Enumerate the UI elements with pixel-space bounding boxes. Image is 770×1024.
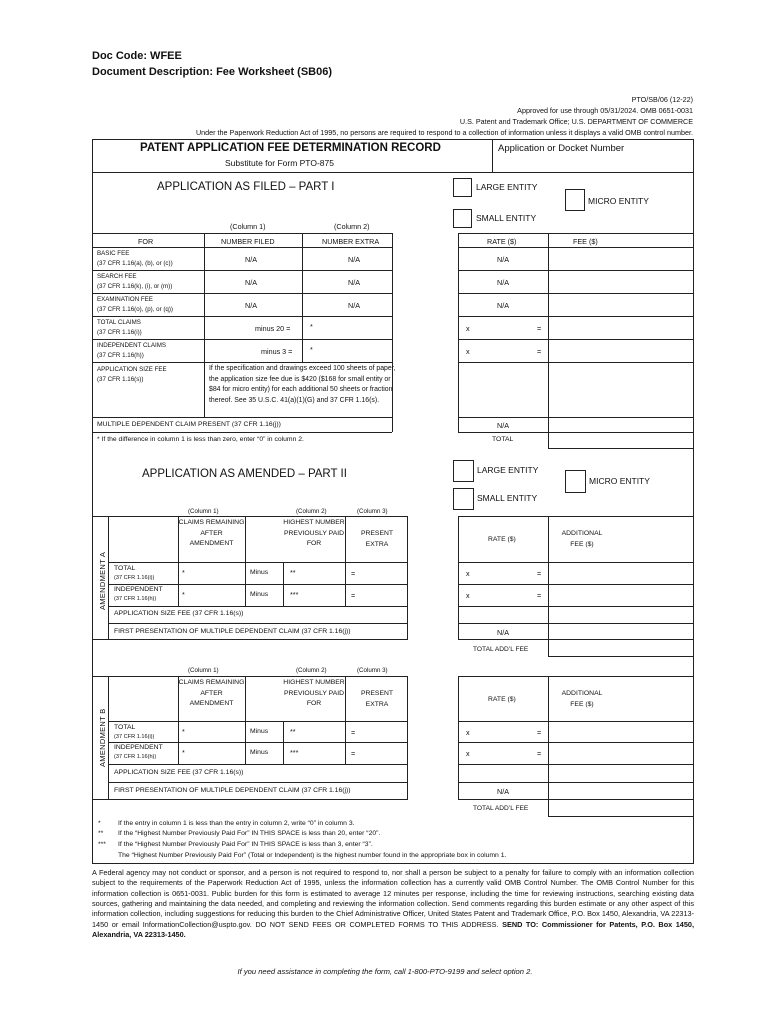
amendA-total-label: TOTAL	[114, 565, 136, 572]
search-fee-cfr: (37 CFR 1.16(k), (i), or (m))	[97, 283, 173, 290]
size-fee-text: If the specification and drawings exceed 100 sheets of paper, the application size fee due is $420 ($168 for small entity or $84 for micro entity) for each additional 50 sheets or fraction thereof. See 35 U.S.C. 41(a)(1)(G) and 37 CFR 1.16(s).	[209, 365, 396, 405]
amendB-total-x: x	[466, 728, 470, 737]
amendA-total-star: *	[182, 568, 185, 577]
amendB-col1: (Column 1)	[188, 667, 219, 674]
exam-fee-cfr: (37 CFR 1.16(o), (p), or (q))	[97, 306, 173, 313]
note3: If the “Highest Number Previously Paid For” IN THIS SPACE is less than 3, enter “3”.	[118, 841, 373, 848]
amendB-indep-cfr: (37 CFR 1.16(h))	[114, 754, 157, 760]
search-fee-amount[interactable]	[550, 272, 692, 292]
amendA-h-remaining: CLAIMS REMAINING AFTER AMENDMENT	[178, 519, 245, 548]
indep-claims-x: x	[466, 347, 470, 356]
agency-line: U.S. Patent and Trademark Office; U.S. DEPARTMENT OF COMMERCE	[459, 117, 693, 126]
note4: The “Highest Number Previously Paid For” (Total or Independent) is the highest number found in the appropriate box in column 1.	[118, 852, 507, 859]
note3-mark: ***	[98, 841, 106, 848]
p1-header-filed: NUMBER FILED	[221, 237, 275, 246]
amendA-total-rate-eq: =	[537, 569, 542, 578]
large-entity-checkbox[interactable]	[453, 178, 472, 197]
note1-mark: *	[98, 820, 101, 827]
amendA-indep-eq: =	[351, 591, 356, 600]
amendA-indep-label: INDEPENDENT	[114, 586, 163, 593]
amendment-a-label: AMENDMENT A	[98, 551, 107, 610]
amendB-h-present: PRESENT EXTRA	[360, 690, 394, 708]
amendB-total-eq: =	[351, 728, 356, 737]
indep-claims-cfr: (37 CFR 1.16(h))	[97, 352, 144, 359]
total-claims-cfr: (37 CFR 1.16(i))	[97, 329, 142, 336]
form-title: PATENT APPLICATION FEE DETERMINATION RECORD	[140, 142, 441, 154]
amendB-total-cfr: (37 CFR 1.16(i))	[114, 734, 155, 740]
note2: If the “Highest Number Previously Paid For” IN THIS SPACE is less than 20, enter “20”.	[118, 830, 381, 837]
multi-dep-rate: N/A	[497, 421, 509, 430]
indep-claims-eq: =	[537, 347, 542, 356]
size-fee-cfr: (37 CFR 1.16(s))	[97, 376, 144, 383]
amendA-h-present: PRESENT EXTRA	[360, 530, 394, 548]
p2-micro-entity-label: MICRO ENTITY	[589, 476, 650, 486]
amendB-indep-label: INDEPENDENT	[114, 744, 163, 751]
amendA-total-addl: TOTAL ADD’L FEE	[473, 646, 529, 653]
amendA-indep-x: x	[466, 591, 470, 600]
amendB-h-addl: ADDITIONAL FEE ($)	[561, 690, 603, 708]
part1-total-label: TOTAL	[492, 436, 514, 443]
part1-total-amount[interactable]	[550, 434, 692, 447]
search-fee-extra: N/A	[348, 278, 360, 287]
amendB-h-remaining: CLAIMS REMAINING AFTER AMENDMENT	[178, 679, 245, 708]
part1-note: * If the difference in column 1 is less than zero, enter “0” in column 2.	[97, 436, 304, 443]
amendA-h-addl: ADDITIONAL FEE ($)	[561, 530, 603, 548]
amendA-total-minus: Minus	[250, 569, 269, 576]
amendA-size-fee: APPLICATION SIZE FEE (37 CFR 1.16(s))	[114, 610, 244, 617]
doc-code: Doc Code: WFEE	[92, 50, 182, 62]
amendA-first-pres: FIRST PRESENTATION OF MULTIPLE DEPENDENT CLAIM (37 CFR 1.16(j))	[114, 628, 351, 635]
p1-header-rate: RATE ($)	[487, 237, 517, 246]
amendA-indep-rate-eq: =	[537, 591, 542, 600]
micro-entity-label: MICRO ENTITY	[588, 196, 649, 206]
amendB-first-pres: FIRST PRESENTATION OF MULTIPLE DEPENDENT CLAIM (37 CFR 1.16(j))	[114, 787, 351, 794]
amendB-first-pres-rate: N/A	[497, 787, 509, 796]
basic-fee-filed: N/A	[245, 255, 257, 264]
amendA-total-cfr: (37 CFR 1.16(i))	[114, 575, 155, 581]
total-claims-star: *	[310, 322, 313, 331]
p2-large-entity-checkbox[interactable]	[453, 460, 474, 482]
amendB-total-addl: TOTAL ADD’L FEE	[473, 805, 529, 812]
amendB-h-rate: RATE ($)	[488, 696, 516, 703]
p2-small-entity-checkbox[interactable]	[453, 488, 474, 510]
exam-fee-extra: N/A	[348, 301, 360, 310]
p1-col2-label: (Column 2)	[334, 222, 370, 231]
amendB-indep-star: *	[182, 748, 185, 757]
note2-mark: **	[98, 830, 104, 837]
amendA-total-dstar: **	[290, 568, 296, 577]
exam-fee-amount[interactable]	[550, 295, 692, 315]
basic-fee-extra: N/A	[348, 255, 360, 264]
amendA-h-highest: HIGHEST NUMBER PREVIOUSLY PAID FOR	[283, 519, 345, 548]
p1-header-for: FOR	[138, 237, 154, 246]
exam-fee-label: EXAMINATION FEE	[97, 296, 153, 303]
p1-header-extra: NUMBER EXTRA	[322, 237, 380, 246]
amendment-b-label: AMENDMENT B	[98, 708, 107, 767]
amendA-first-pres-rate: N/A	[497, 628, 509, 637]
search-fee-filed: N/A	[245, 278, 257, 287]
amendB-total-rate-eq: =	[537, 728, 542, 737]
micro-entity-checkbox[interactable]	[565, 189, 585, 211]
docket-label: Application or Docket Number	[498, 143, 625, 154]
p1-header-fee: FEE ($)	[573, 237, 598, 246]
note1: If the entry in column 1 is less than the entry in column 2, write “0” in column 3.	[118, 820, 355, 827]
p2-micro-entity-checkbox[interactable]	[565, 470, 586, 493]
indep-claims-label: INDEPENDENT CLAIMS	[97, 342, 166, 349]
amendB-total-dstar: **	[290, 727, 296, 736]
basic-fee-rate: N/A	[497, 255, 509, 264]
size-fee-label: APPLICATION SIZE FEE	[97, 366, 167, 373]
search-fee-rate: N/A	[497, 278, 509, 287]
burden-statement: A Federal agency may not conduct or sponsor, and a person is not required to respond to, nor shall a person be subject to a penalty for failure to comply with an information collection subject to the requirements of the Paperwork Reduction Act of 1995, unless the information collection has a currently valid OMB Control Number. The OMB Control Number for this information collection is 0651-0031. Public burden for this form is estimated to average 12 minutes per response, including the time for reviewing instructions, searching existing data sources, gathering and maintaining the data needed, and completing and reviewing the information collection. Send comments regarding this burden estimate or any other aspect of this information collection, including suggestions for reducing this burden to the Chief Administrative Officer, United States Patent and Trademark Office, P.O. Box 1450, Alexandria, VA 22313-1450 or email InformationCollection@uspto.gov. DO NOT SEND FEES OR COMPLETED FORMS TO THIS ADDRESS. SEND TO: Commissioner for Patents, P.O. Box 1450, Alexandria, VA 22313-1450.	[92, 868, 694, 940]
amendB-col3: (Column 3)	[357, 667, 388, 674]
amendB-indep-rate-eq: =	[537, 749, 542, 758]
send-to: SEND TO: Commissioner for Patents, P.O. Box 1450, Alexandria, VA 22313-1450.	[92, 919, 694, 940]
amendA-col1: (Column 1)	[188, 508, 219, 515]
indep-claims-minus: minus 3 =	[261, 347, 293, 356]
amendA-h-rate: RATE ($)	[488, 536, 516, 543]
amendA-total-eq: =	[351, 569, 356, 578]
omb-approval: Approved for use through 05/31/2024. OMB 0651-0031	[517, 106, 693, 115]
form-number: PTO/SB/06 (12-22)	[631, 95, 693, 104]
exam-fee-filed: N/A	[245, 301, 257, 310]
part2-title: APPLICATION AS AMENDED – PART II	[142, 468, 347, 480]
total-claims-minus: minus 20 =	[255, 324, 291, 333]
basic-fee-label: BASIC FEE	[97, 250, 130, 257]
small-entity-label: SMALL ENTITY	[476, 213, 537, 223]
p1-col1-label: (Column 1)	[230, 222, 266, 231]
amendB-total-label: TOTAL	[114, 724, 136, 731]
amendA-total-x: x	[466, 569, 470, 578]
p2-large-entity-label: LARGE ENTITY	[477, 465, 539, 475]
amendB-size-fee: APPLICATION SIZE FEE (37 CFR 1.16(s))	[114, 769, 244, 776]
amendB-col2: (Column 2)	[296, 667, 327, 674]
amendB-indep-tstar: ***	[290, 748, 299, 757]
multi-dep-label: MULTIPLE DEPENDENT CLAIM PRESENT (37 CFR 1.16(j))	[97, 421, 281, 428]
part1-title: APPLICATION AS FILED – PART I	[157, 181, 335, 193]
basic-fee-amount[interactable]	[550, 249, 692, 269]
amendA-indep-minus: Minus	[250, 591, 269, 598]
amendA-col3: (Column 3)	[357, 508, 388, 515]
total-claims-eq: =	[537, 324, 542, 333]
amendB-total-minus: Minus	[250, 728, 269, 735]
small-entity-checkbox[interactable]	[453, 209, 472, 228]
amendB-indep-eq: =	[351, 749, 356, 758]
amendB-total-star: *	[182, 727, 185, 736]
search-fee-label: SEARCH FEE	[97, 273, 137, 280]
indep-claims-star: *	[310, 345, 313, 354]
large-entity-label: LARGE ENTITY	[476, 182, 538, 192]
total-claims-x: x	[466, 324, 470, 333]
doc-description: Document Description: Fee Worksheet (SB06)	[92, 66, 333, 78]
amendB-h-highest: HIGHEST NUMBER PREVIOUSLY PAID FOR	[283, 679, 345, 708]
exam-fee-rate: N/A	[497, 301, 509, 310]
amendA-col2: (Column 2)	[296, 508, 327, 515]
assistance-note: If you need assistance in completing the form, call 1-800-PTO-9199 and select option 2.	[237, 967, 533, 976]
amendB-indep-minus: Minus	[250, 749, 269, 756]
amendA-indep-cfr: (37 CFR 1.16(h))	[114, 596, 157, 602]
amendA-indep-star: *	[182, 590, 185, 599]
p2-small-entity-label: SMALL ENTITY	[477, 493, 538, 503]
pra-notice: Under the Paperwork Reduction Act of 1995, no persons are required to respond to a collection of information unless it displays a valid OMB control number.	[195, 128, 693, 137]
total-claims-label: TOTAL CLAIMS	[97, 319, 141, 326]
form-subtitle: Substitute for Form PTO-875	[225, 158, 334, 168]
basic-fee-cfr: (37 CFR 1.16(a), (b), or (c))	[97, 260, 173, 267]
amendB-indep-x: x	[466, 749, 470, 758]
amendA-indep-tstar: ***	[290, 590, 299, 599]
